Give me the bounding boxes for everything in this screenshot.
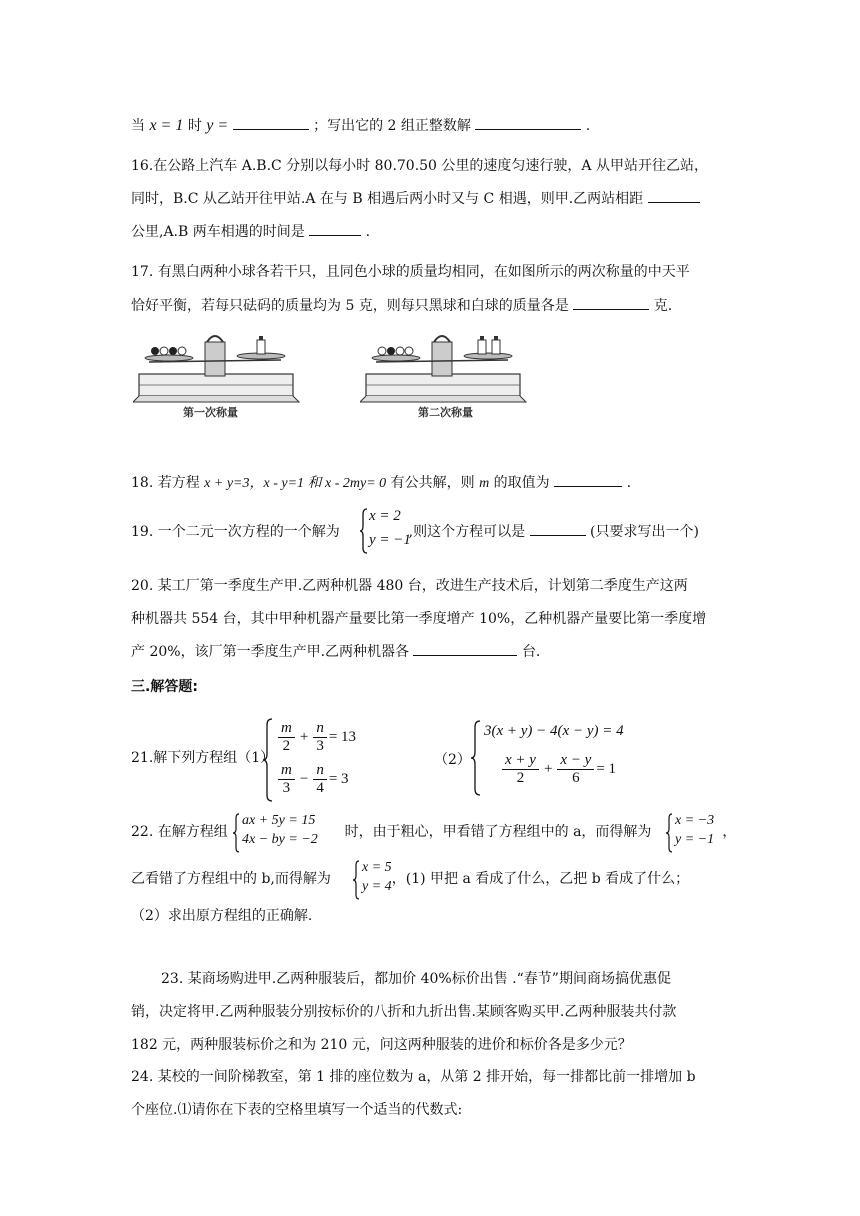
q20-line3: 产 20%，该厂第一季度生产甲.乙两种机器各 台. [131, 641, 540, 663]
q17-line2: 恰好平衡，若每只砝码的质量均为 5 克，则每只黑球和白球的质量各是 克. [131, 295, 672, 317]
answer-blank[interactable] [648, 188, 700, 203]
q18-line: 18. 若方程 x + y=3，x - y=1 和 x - 2my= 0 有公共解，则 m 的取值为 . [131, 472, 631, 495]
left-brace-icon [359, 508, 369, 554]
answer-blank[interactable] [309, 221, 361, 236]
caption-first: 第一次称量 [183, 406, 238, 419]
section-heading: 三.解答题: [131, 679, 198, 695]
q22-line3: （2）求出原方程组的正确解. [131, 908, 313, 924]
q23-line2: 销，决定将甲.乙两种服装分别按标价的八折和九折出售.某顾客购买甲.乙两种服装共付款 [131, 1004, 677, 1020]
left-brace-icon [262, 718, 274, 802]
q21-label-2: （2） [434, 752, 471, 768]
q20-line1: 20. 某工厂第一季度生产甲.乙两种机器 480 台，改进生产技术后，计划第二季度生产这两 [131, 578, 688, 594]
q21-label: 21.解下列方程组（1） [131, 750, 275, 766]
q23-line3: 182 元，两种服装标价之和为 210 元，问这两种服装的进价和标价各是多少元？ [131, 1037, 632, 1053]
q22-line2: 乙看错了方程组中的 b,而得解为 ，(1) 甲把 a 看成了什么，乙把 b 看成了什么； [131, 871, 690, 887]
q19-line: 19. 一个二元一次方程的一个解为 ,则这个方程可以是 (只要求写出一个) [131, 521, 699, 543]
left-brace-icon [352, 860, 361, 900]
q22-system: ax + 5y = 15 4x − by = −2 [232, 813, 340, 853]
q16-line3: 公里,A.B 两车相遇的时间是 . [131, 221, 370, 243]
q21-system-1: $\frac{m}{2}$ + $\frac{n}{3}$ = 13 $\frac{m}{3}$ − $\frac{n}{4}$ = 3 [262, 718, 392, 802]
left-brace-icon [470, 720, 482, 796]
answer-blank[interactable] [413, 641, 517, 656]
q17-line1: 17. 有黑白两种小球各若干只，且同色小球的质量均相同，在如图所示的两次称量的中天平 [131, 264, 690, 280]
q24-line2: 个座位.⑴请你在下表的空格里填写一个适当的代数式: [131, 1102, 463, 1118]
q23-line1: 23. 某商场购进甲.乙两种服装后，都加价 40%标价出售 .“春节”期间商场搞优惠促 [161, 971, 671, 987]
answer-blank[interactable] [573, 295, 649, 310]
caption-second: 第二次称量 [418, 406, 473, 419]
answer-blank[interactable] [475, 115, 581, 130]
answer-blank[interactable] [554, 472, 622, 487]
q15-line: 当 x = 1 时 y = ；写出它的 2 组正整数解 . [131, 117, 591, 134]
balance-figure-first [133, 328, 301, 420]
q22-solution-a: x = −3 y = −1 [665, 813, 727, 853]
q22-line1: 22. 在解方程组 时，由于粗心，甲看错了方程组中的 a，而得解为 ， [131, 824, 737, 840]
q20-line2: 种机器共 554 台，其中甲种机器产量要比第一季度增产 10%，乙种机器产量要比第一季度增 [131, 611, 707, 627]
q22-solution-b: x = 5 y = 4 [352, 860, 404, 900]
y-equals: y = [206, 117, 229, 134]
q24-line1: 24. 某校的一间阶梯教室，第 1 排的座位数为 a，从第 2 排开始，每一排都比前一排增加 b [131, 1069, 696, 1085]
left-brace-icon [665, 813, 674, 853]
balance-figure-second [360, 328, 528, 420]
answer-blank[interactable] [233, 115, 309, 130]
q21-system-2: 3(x + y) − 4(x − y) = 4 $\frac{x + y}{2}$ + $\frac{x - y}{6}$ = 1 [470, 720, 670, 796]
q19-solution-system: x = 2 y = −1 [359, 508, 419, 554]
q16-line2: 同时，B.C 从乙站开往甲站.A 在与 B 相遇后两小时又与 C 相遇，则甲.乙两站相距 [131, 188, 700, 210]
q16-line1: 16.在公路上汽车 A.B.C 分别以每小时 80.70.50 公里的速度匀速行驶，A 从甲站开往乙站， [131, 158, 708, 174]
left-brace-icon [232, 813, 241, 853]
answer-blank[interactable] [530, 521, 586, 536]
x-equals-1: x = 1 [149, 117, 184, 134]
